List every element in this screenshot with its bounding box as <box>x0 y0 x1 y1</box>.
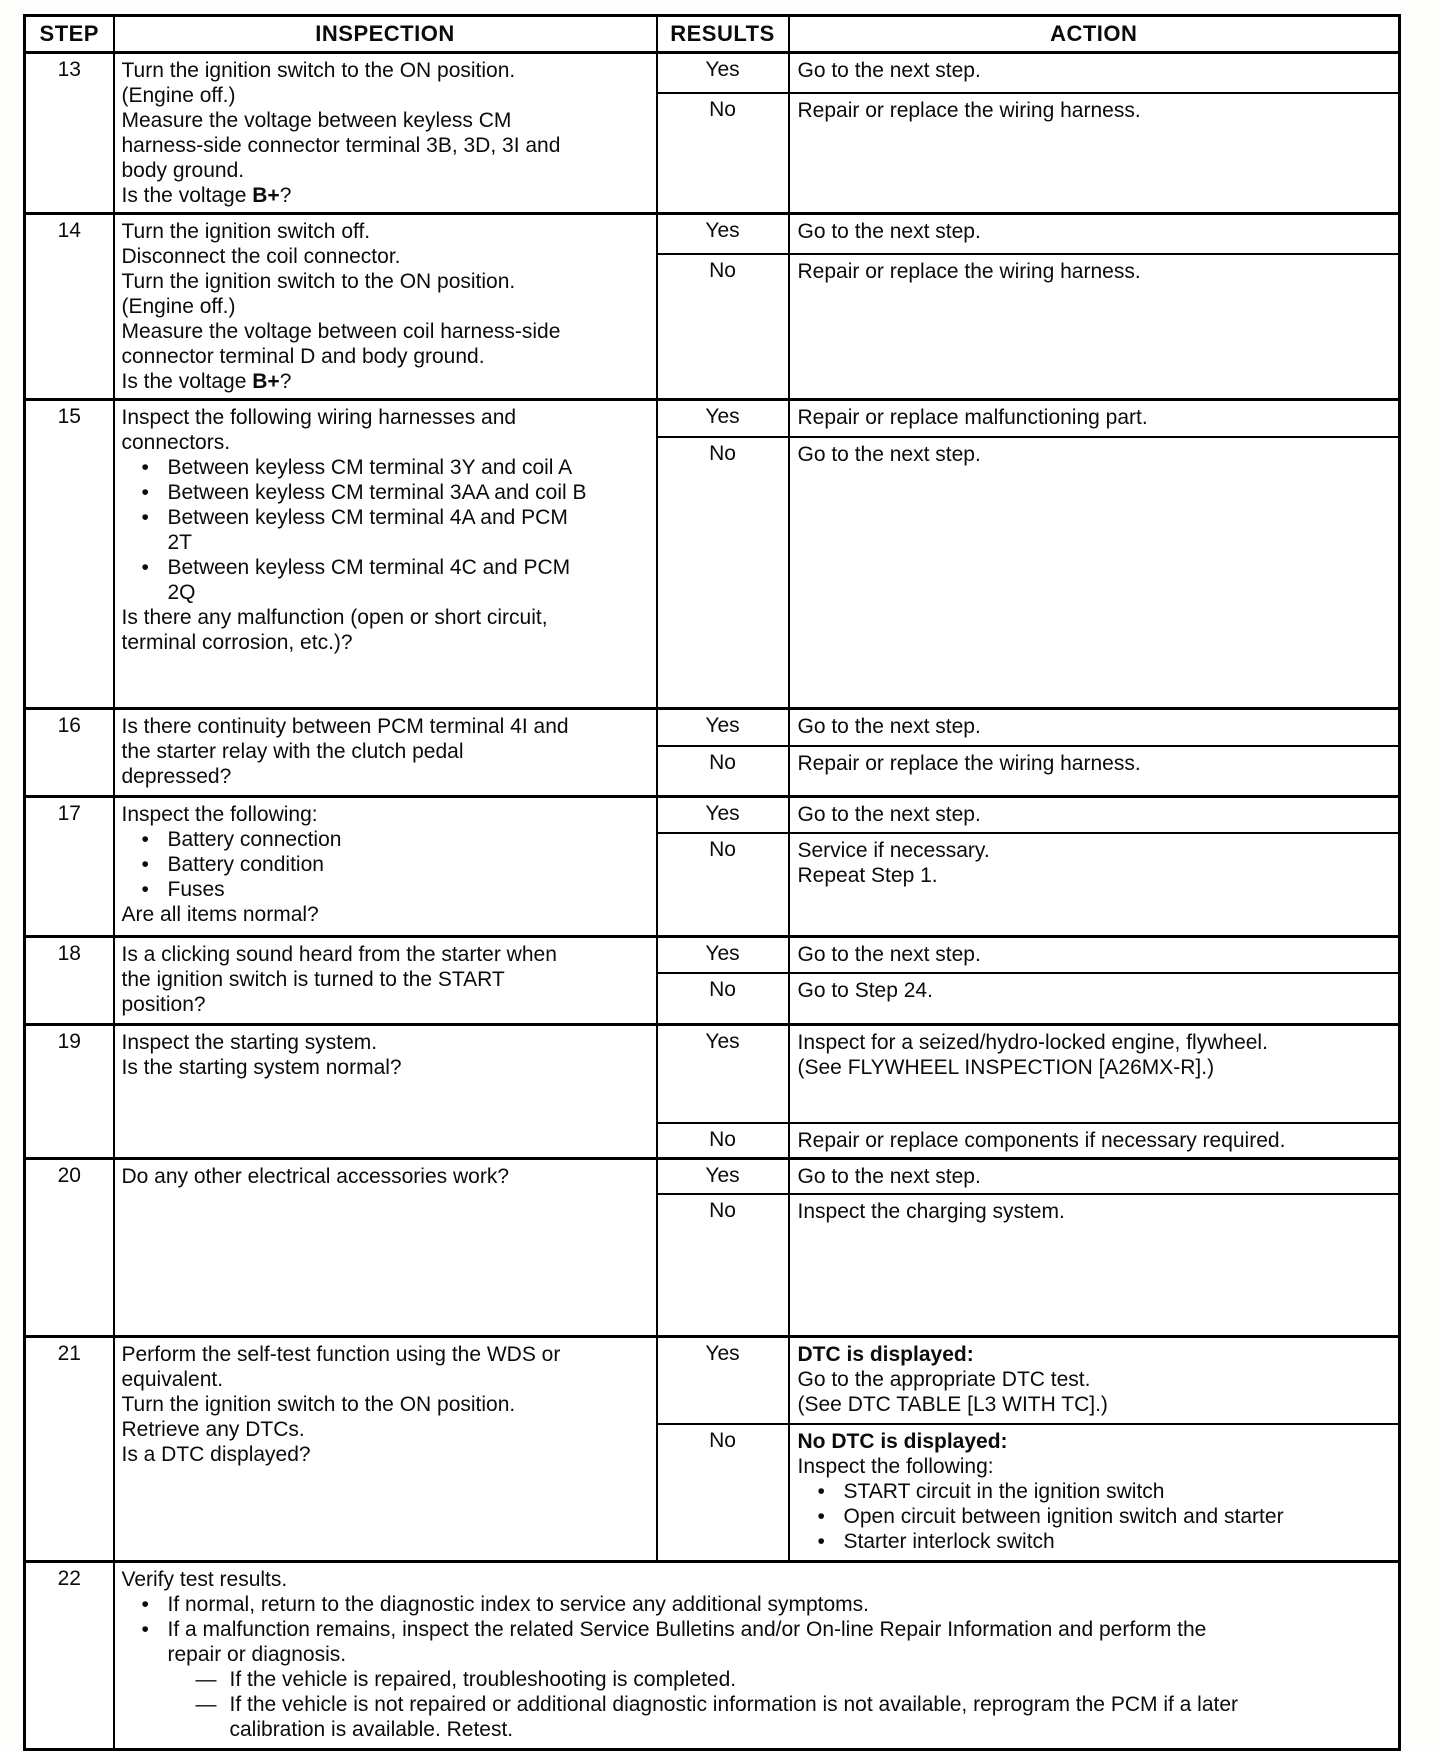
action-cell <box>789 746 1400 797</box>
inspection-cell <box>114 937 657 1025</box>
text-line: Go to the next step. <box>797 715 981 738</box>
text-line: body ground. <box>121 159 245 182</box>
action-cell <box>789 709 1400 746</box>
text-line <box>122 827 650 852</box>
text-line: 2Q <box>167 581 196 604</box>
text-line: calibration is available. Retest. <box>229 1717 514 1741</box>
text-line: Do any other electrical accessories work? <box>121 1164 509 1188</box>
text-line-text: Between keyless CM terminal 3AA and coil B <box>167 481 587 504</box>
text-line: Repair or replace malfunctioning part. <box>797 406 1148 429</box>
text-line: Inspect the starting system. <box>121 1031 378 1054</box>
text-line-text: If a malfunction remains, inspect the related Service Bulletins and/or On-line Repair Information and perform the <box>167 1617 1207 1641</box>
text-line: Is the starting system normal? <box>121 1056 402 1079</box>
text-line: equivalent. <box>121 1367 224 1391</box>
text-line: 2T <box>167 531 193 554</box>
col-header-step: STEP <box>25 16 114 53</box>
table-row <box>25 1336 1400 1424</box>
text-line: Is a clicking sound heard from the starter when <box>121 943 557 966</box>
text-line: Go to the next step. <box>797 943 981 966</box>
action-cell <box>789 214 1400 254</box>
inspection-cell <box>114 1561 1400 1749</box>
text-line: (Engine off.) <box>121 84 236 107</box>
table-row <box>25 797 1400 833</box>
text-line-text: If the vehicle is not repaired or additional diagnostic information is not available, reprogram the PCM if a later <box>229 1692 1239 1716</box>
text-line: Is there any malfunction (open or short circuit, <box>121 606 548 629</box>
text-line: Repeat Step 1. <box>797 863 938 887</box>
step-cell: 14 <box>25 214 114 400</box>
step-cell: 17 <box>25 797 114 937</box>
result-cell: Yes <box>657 797 789 833</box>
inspection-cell <box>114 1336 657 1561</box>
action-cell <box>789 1123 1400 1159</box>
text-line-text: Open circuit between ignition switch and starter <box>843 1505 1284 1528</box>
header-row <box>25 16 1400 53</box>
text-line: Inspect the charging system. <box>797 1200 1065 1223</box>
result-cell: Yes <box>657 1336 789 1424</box>
text-line-text: Battery connection <box>167 828 342 851</box>
text-line: Is there continuity between PCM terminal 4I and <box>121 715 569 738</box>
table-row <box>25 400 1400 437</box>
action-cell <box>789 833 1400 937</box>
result-cell: No <box>657 93 789 213</box>
text-line <box>122 877 650 902</box>
text-line <box>122 480 650 505</box>
action-cell <box>789 1158 1400 1194</box>
action-cell <box>789 53 1400 94</box>
bullet-icon: • <box>817 1505 825 1528</box>
result-cell: Yes <box>657 1158 789 1194</box>
bullet-icon: • <box>141 828 149 851</box>
col-header-inspection: INSPECTION <box>114 16 657 53</box>
result-cell: Yes <box>657 400 789 437</box>
dash-icon: — <box>195 1692 217 1716</box>
table-row <box>25 1025 1400 1123</box>
action-cell <box>789 1424 1400 1561</box>
text-line: Inspect the following wiring harnesses and <box>121 406 517 429</box>
text-line: Measure the voltage between coil harness-side <box>121 320 561 343</box>
text-line: Go to the next step. <box>797 803 981 826</box>
text-line: Repair or replace the wiring harness. <box>797 259 1141 283</box>
action-cell <box>789 937 1400 973</box>
result-cell: Yes <box>657 937 789 973</box>
bullet-icon: • <box>141 1617 149 1641</box>
text-line: DTC is displayed: <box>797 1342 974 1366</box>
text-line <box>122 1617 1393 1642</box>
action-cell <box>789 400 1400 437</box>
result-cell: Yes <box>657 53 789 94</box>
action-cell <box>789 797 1400 833</box>
text-line: Repair or replace the wiring harness. <box>797 99 1141 123</box>
text-line <box>122 555 650 580</box>
text-line: depressed? <box>121 765 232 788</box>
text-line: Go to Step 24. <box>797 978 933 1002</box>
result-cell: No <box>657 1123 789 1159</box>
result-cell: Yes <box>657 709 789 746</box>
text-line: Go to the next step. <box>797 442 981 466</box>
manual-page <box>23 14 1398 1751</box>
text-line: connector terminal D and body ground. <box>121 345 485 368</box>
table-row <box>25 1158 1400 1194</box>
table-row <box>25 1561 1400 1749</box>
step-cell: 15 <box>25 400 114 709</box>
result-cell: Yes <box>657 1025 789 1123</box>
text-segment: Is the voltage <box>121 184 253 207</box>
text-line: Service if necessary. <box>797 838 990 862</box>
text-line: (See DTC TABLE [L3 WITH TC].) <box>797 1392 1108 1416</box>
table-row <box>25 53 1400 94</box>
text-line: position? <box>121 993 206 1016</box>
text-line-text: If the vehicle is repaired, troubleshooting is completed. <box>229 1667 737 1691</box>
text-line: Go to the appropriate DTC test. <box>797 1367 1091 1391</box>
action-cell <box>789 1025 1400 1123</box>
text-line-text: Fuses <box>167 878 225 901</box>
col-header-action: ACTION <box>789 16 1400 53</box>
text-line: Verify test results. <box>121 1567 288 1591</box>
result-cell: No <box>657 1194 789 1336</box>
text-line: harness-side connector terminal 3B, 3D, 3I and <box>121 134 561 157</box>
text-line: Measure the voltage between keyless CM <box>121 109 512 132</box>
text-line: terminal corrosion, etc.)? <box>121 631 353 654</box>
text-line: No DTC is displayed: <box>797 1430 1008 1453</box>
step-cell: 22 <box>25 1561 114 1749</box>
action-cell <box>789 254 1400 400</box>
text-line-text: Between keyless CM terminal 3Y and coil A <box>167 456 573 479</box>
inspection-cell <box>114 400 657 709</box>
text-line: Go to the next step. <box>797 220 981 243</box>
diagnostic-table <box>23 14 1401 1751</box>
dash-icon: — <box>195 1667 217 1691</box>
bullet-icon: • <box>141 481 149 504</box>
action-cell <box>789 1194 1400 1336</box>
bullet-icon: • <box>141 878 149 901</box>
inspection-cell <box>114 53 657 214</box>
table-row <box>25 937 1400 973</box>
step-cell: 20 <box>25 1158 114 1336</box>
step-cell: 19 <box>25 1025 114 1159</box>
text-line <box>122 1692 1393 1717</box>
step-cell: 21 <box>25 1336 114 1561</box>
result-cell: Yes <box>657 214 789 254</box>
text-line-text: Starter interlock switch <box>843 1530 1055 1553</box>
text-line <box>798 1479 1391 1504</box>
inspection-cell <box>114 797 657 937</box>
text-line: Turn the ignition switch to the ON position. <box>121 1392 516 1416</box>
text-line: Inspect the following: <box>121 803 318 826</box>
action-cell <box>789 1336 1400 1424</box>
text-line: Inspect for a seized/hydro-locked engine, flywheel. <box>797 1031 1268 1054</box>
text-line-text: Between keyless CM terminal 4A and PCM <box>167 506 568 529</box>
result-cell: No <box>657 833 789 937</box>
text-line: Repair or replace the wiring harness. <box>797 751 1141 775</box>
text-line <box>122 1667 1393 1692</box>
result-cell: No <box>657 746 789 797</box>
text-segment: ? <box>279 184 292 207</box>
text-line <box>798 1504 1391 1529</box>
action-cell <box>789 973 1400 1025</box>
table-row <box>25 214 1400 254</box>
result-cell: No <box>657 254 789 400</box>
result-cell: No <box>657 1424 789 1561</box>
text-line <box>122 369 650 394</box>
inspection-cell <box>114 1025 657 1159</box>
text-line: Are all items normal? <box>121 903 319 926</box>
text-line: Turn the ignition switch to the ON position. <box>121 270 516 293</box>
text-line: (See FLYWHEEL INSPECTION [A26MX-R].) <box>797 1056 1215 1079</box>
text-line: Go to the next step. <box>797 1164 981 1188</box>
text-line-text: If normal, return to the diagnostic index to service any additional symptoms. <box>167 1592 870 1616</box>
text-line: Inspect the following: <box>797 1455 994 1478</box>
text-line <box>122 455 650 480</box>
text-line <box>122 505 650 530</box>
action-cell <box>789 93 1400 213</box>
bullet-icon: • <box>141 456 149 479</box>
bullet-icon: • <box>141 506 149 529</box>
text-line: Is a DTC displayed? <box>121 1442 311 1466</box>
step-cell: 13 <box>25 53 114 214</box>
text-line: the ignition switch is turned to the START <box>121 968 505 991</box>
text-line: Perform the self-test function using the WDS or <box>121 1342 561 1366</box>
text-line <box>798 1529 1391 1554</box>
bullet-icon: • <box>817 1480 825 1503</box>
action-cell <box>789 437 1400 709</box>
step-cell: 18 <box>25 937 114 1025</box>
text-line <box>122 1592 1393 1617</box>
step-cell: 16 <box>25 709 114 797</box>
text-line: Repair or replace components if necessary required. <box>797 1128 1286 1152</box>
text-segment: Is the voltage <box>121 370 253 393</box>
inspection-cell <box>114 214 657 400</box>
text-line <box>122 183 650 208</box>
bullet-icon: • <box>141 853 149 876</box>
text-line <box>122 852 650 877</box>
text-line: Disconnect the coil connector. <box>121 245 401 268</box>
table-row <box>25 709 1400 746</box>
col-header-results: RESULTS <box>657 16 789 53</box>
text-line-text: Battery condition <box>167 853 324 876</box>
text-line: Go to the next step. <box>797 59 981 82</box>
text-line-text: START circuit in the ignition switch <box>843 1480 1165 1503</box>
text-line: repair or diagnosis. <box>167 1642 347 1666</box>
text-segment: B+ <box>252 370 280 393</box>
text-line: the starter relay with the clutch pedal <box>121 740 464 763</box>
text-segment: ? <box>279 370 292 393</box>
inspection-cell <box>114 709 657 797</box>
text-line: Retrieve any DTCs. <box>121 1417 305 1441</box>
text-line: Turn the ignition switch to the ON position. <box>121 59 516 82</box>
bullet-icon: • <box>817 1530 825 1553</box>
text-line: (Engine off.) <box>121 295 236 318</box>
text-segment: B+ <box>252 184 280 207</box>
result-cell: No <box>657 437 789 709</box>
text-line-text: Between keyless CM terminal 4C and PCM <box>167 556 571 579</box>
text-line: connectors. <box>121 431 231 454</box>
result-cell: No <box>657 973 789 1025</box>
text-line: Turn the ignition switch off. <box>121 220 371 243</box>
bullet-icon: • <box>141 556 149 579</box>
bullet-icon: • <box>141 1592 149 1616</box>
inspection-cell <box>114 1158 657 1336</box>
